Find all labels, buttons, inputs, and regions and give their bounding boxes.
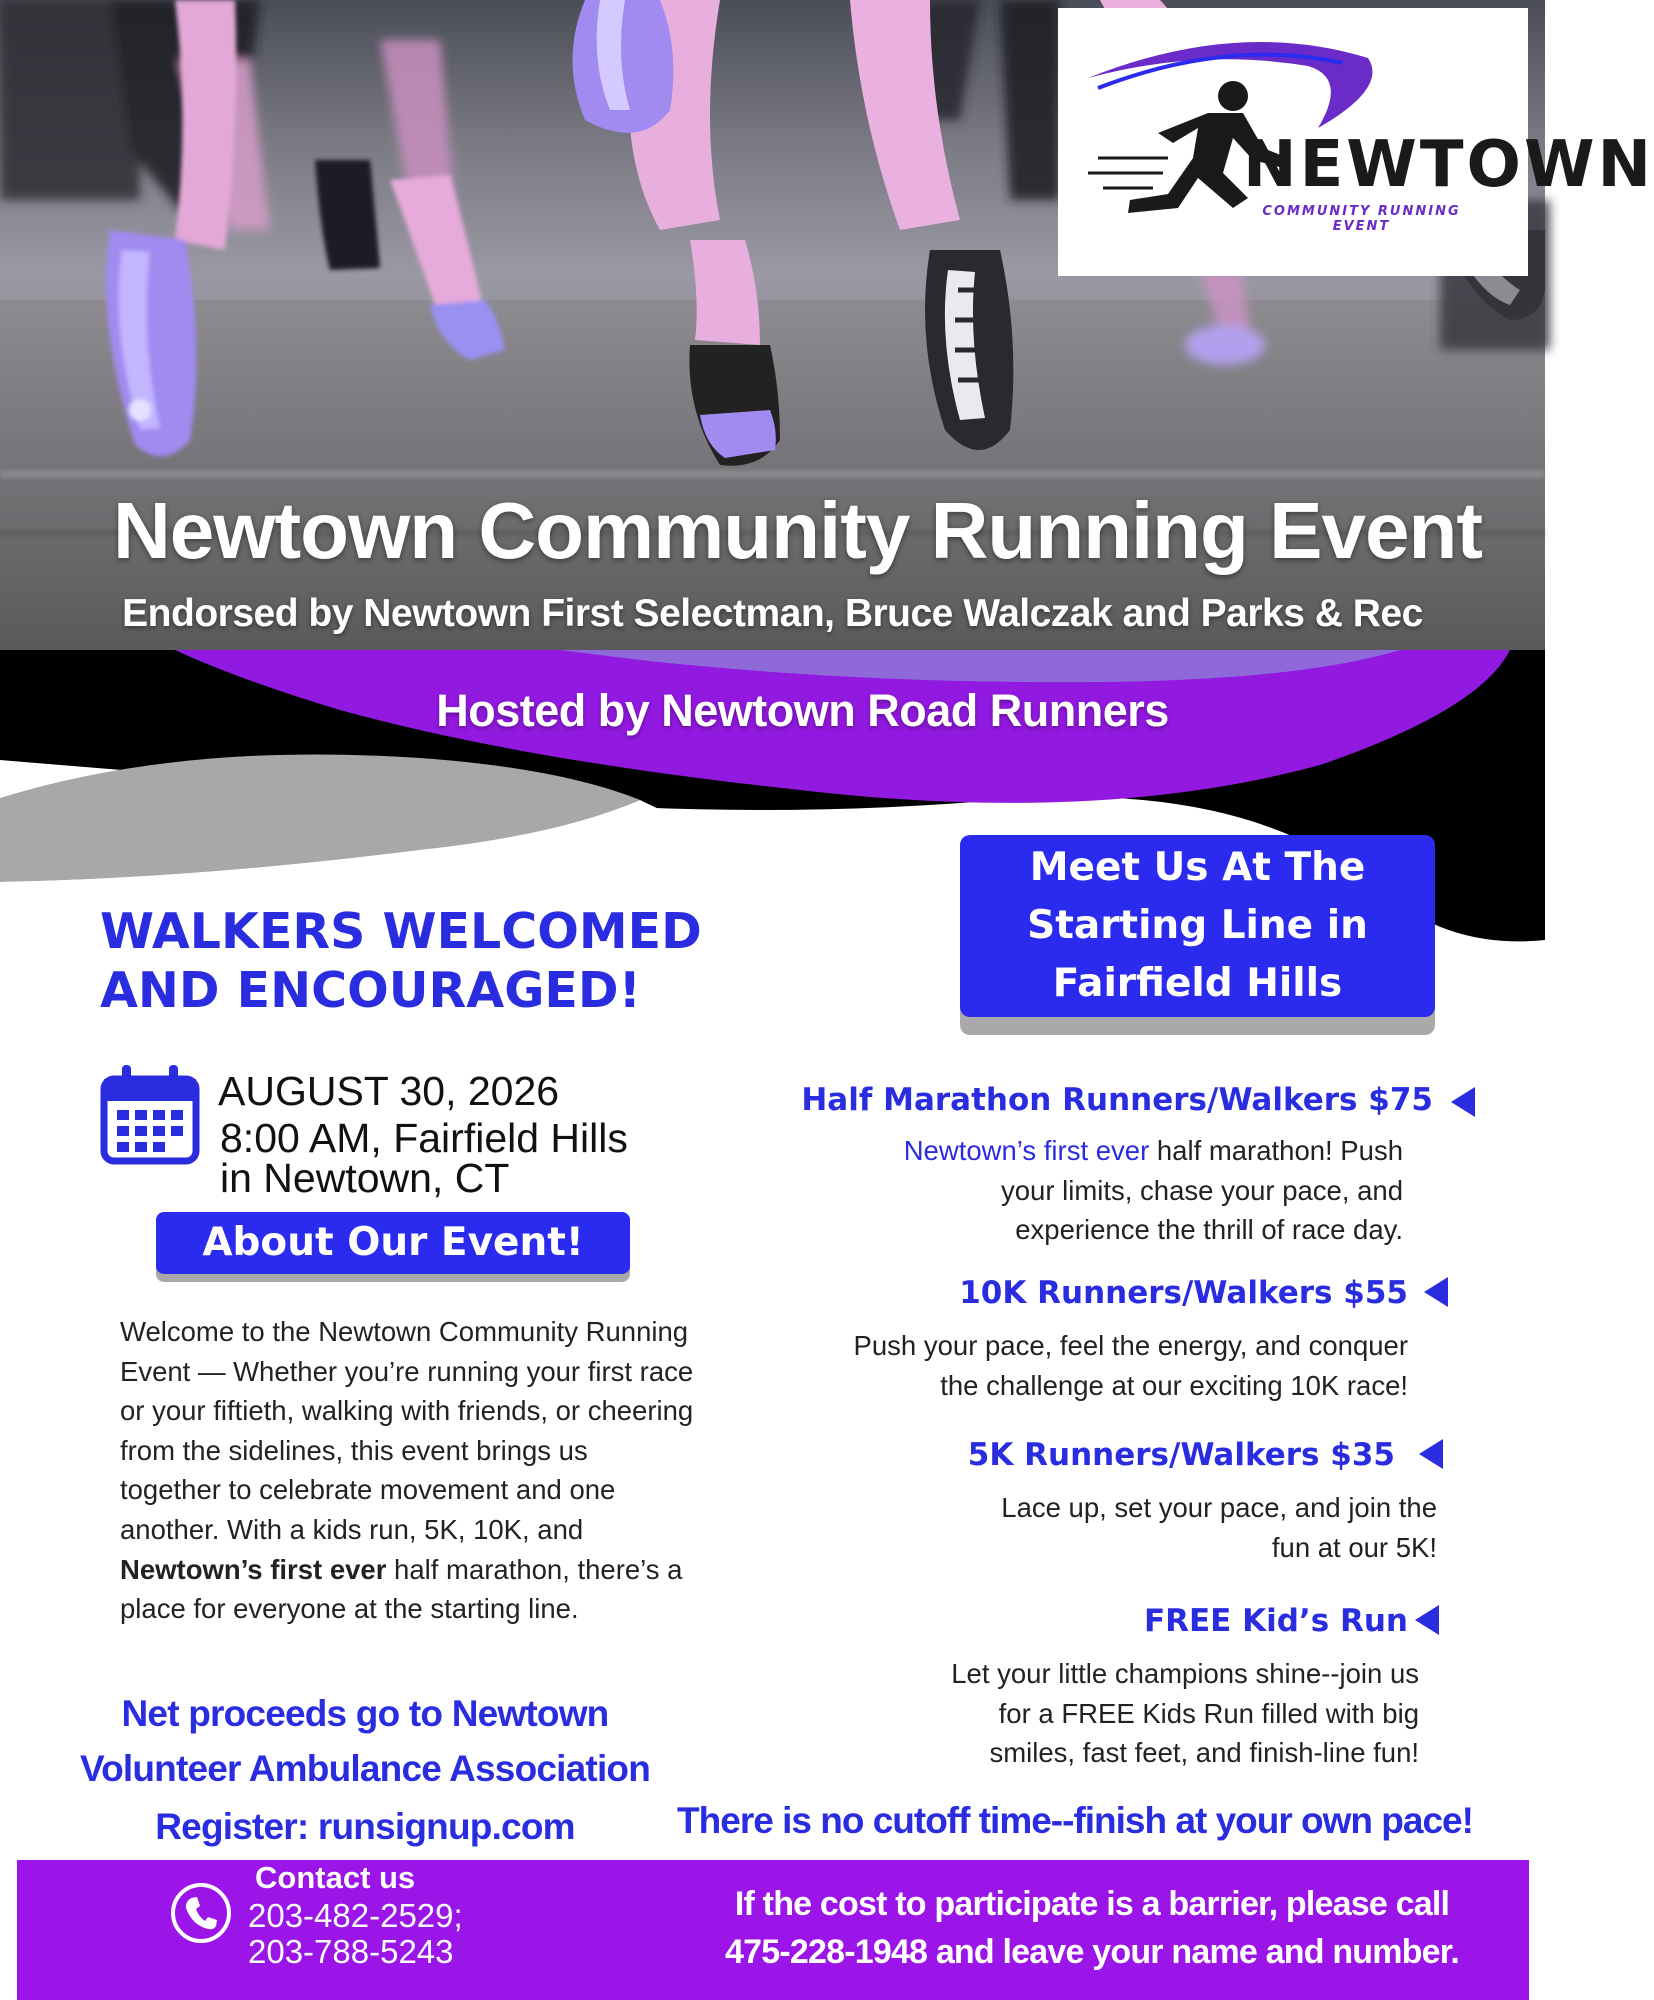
pointer-triangle-icon: [1419, 1439, 1443, 1469]
barrier-line: 475-228-1948 and leave your name and number.: [725, 1933, 1459, 1971]
contact-phone[interactable]: 203-482-2529;: [248, 1897, 463, 1934]
pointer-triangle-icon: [1415, 1605, 1439, 1635]
logo-tagline: COMMUNITY RUNNING EVENT: [1262, 204, 1461, 234]
race-heading: 5K Runners/Walkers $35: [967, 1437, 1395, 1473]
race-desc-line: smiles, fast feet, and finish-line fun!: [989, 1737, 1419, 1768]
race-description: [608, 1326, 1408, 1405]
race-desc-line: Push your pace, feel the energy, and conquer: [853, 1330, 1408, 1361]
meet-line: Meet Us At The: [1029, 845, 1366, 890]
cost-barrier-note: [687, 1880, 1497, 1976]
contact-us-label: Contact us: [255, 1860, 416, 1895]
meet-starting-line-banner: [960, 835, 1435, 1017]
no-cutoff-note: There is no cutoff time--finish at your own pace!: [677, 1800, 1473, 1841]
race-desc-line: for a FREE Kids Run filled with big: [998, 1697, 1419, 1729]
race-desc-line: the challenge at our exciting 10K race!: [940, 1369, 1408, 1401]
pointer-triangle-icon: [1424, 1277, 1448, 1307]
page-title: Newtown Community Running Event: [113, 486, 1482, 575]
race-desc-line: fun at our 5K!: [1271, 1531, 1437, 1563]
logo-wordmark: NEWTOWN: [1243, 128, 1654, 202]
calendar-icon: [100, 1065, 200, 1165]
proceeds-line: Volunteer Ambulance Association: [79, 1748, 651, 1789]
about-text-bold: Newtown’s first ever: [120, 1553, 387, 1585]
about-text-part: Welcome to the Newtown Community Running Event — Whether you’re running your first race or your fiftieth, walking with friends, or cheering from the sidelines, this event brings us together to celebrate movement and one another. With a kids run, 5K, 10K, and: [120, 1316, 694, 1545]
barrier-line: If the cost to participate is a barrier, please call: [734, 1885, 1450, 1923]
contact-footer: [17, 1860, 1529, 2000]
time-location-line: in Newtown, CT: [220, 1155, 510, 1201]
walkers-line: WALKERS WELCOMED: [100, 903, 702, 960]
about-text-part: half marathon, there’s a place for everyone at the starting line.: [120, 1553, 683, 1625]
endorsement-subtitle: Endorsed by Newtown First Selectman, Bruce Walczak and Parks & Rec: [122, 592, 1423, 635]
phone-icon: [170, 1882, 232, 1944]
meet-line: Starting Line in: [1027, 903, 1368, 948]
event-time-location: [220, 1115, 628, 1201]
race-desc-line: your limits, chase your pace, and: [1001, 1174, 1403, 1206]
race-desc-line: experience the thrill of race day.: [1015, 1214, 1403, 1245]
race-desc-line: half marathon! Push: [1149, 1135, 1403, 1166]
event-logo: [1058, 8, 1654, 276]
walkers-welcome-heading: [100, 902, 740, 1020]
meet-line: Fairfield Hills: [1052, 961, 1343, 1006]
proceeds-line: Net proceeds go to Newtown: [121, 1693, 609, 1734]
time-location-line: 8:00 AM, Fairfield Hills: [220, 1115, 628, 1161]
race-heading: Half Marathon Runners/Walkers $75: [801, 1082, 1433, 1118]
race-description: [619, 1654, 1419, 1773]
race-desc-line: Let your little champions shine--join us: [951, 1658, 1419, 1689]
walkers-line: AND ENCOURAGED!: [100, 962, 641, 1019]
race-highlight: Newtown’s first ever: [903, 1135, 1150, 1166]
hero-photo: [0, 0, 1654, 650]
race-description: [703, 1131, 1403, 1250]
race-heading: FREE Kid’s Run: [1143, 1603, 1408, 1639]
race-desc-line: Lace up, set your pace, and join the: [1001, 1492, 1437, 1523]
about-event-banner: About Our Event!: [156, 1212, 630, 1274]
register-link[interactable]: Register: runsignup.com: [155, 1806, 575, 1847]
net-proceeds-note: [40, 1686, 690, 1796]
pointer-triangle-icon: [1451, 1087, 1475, 1117]
race-heading: 10K Runners/Walkers $55: [959, 1275, 1408, 1311]
race-description: [637, 1488, 1437, 1567]
event-date: AUGUST 30, 2026: [218, 1068, 560, 1114]
contact-phone[interactable]: 203-788-5243: [248, 1933, 454, 1970]
hosted-by-heading: Hosted by Newtown Road Runners: [436, 685, 1169, 736]
